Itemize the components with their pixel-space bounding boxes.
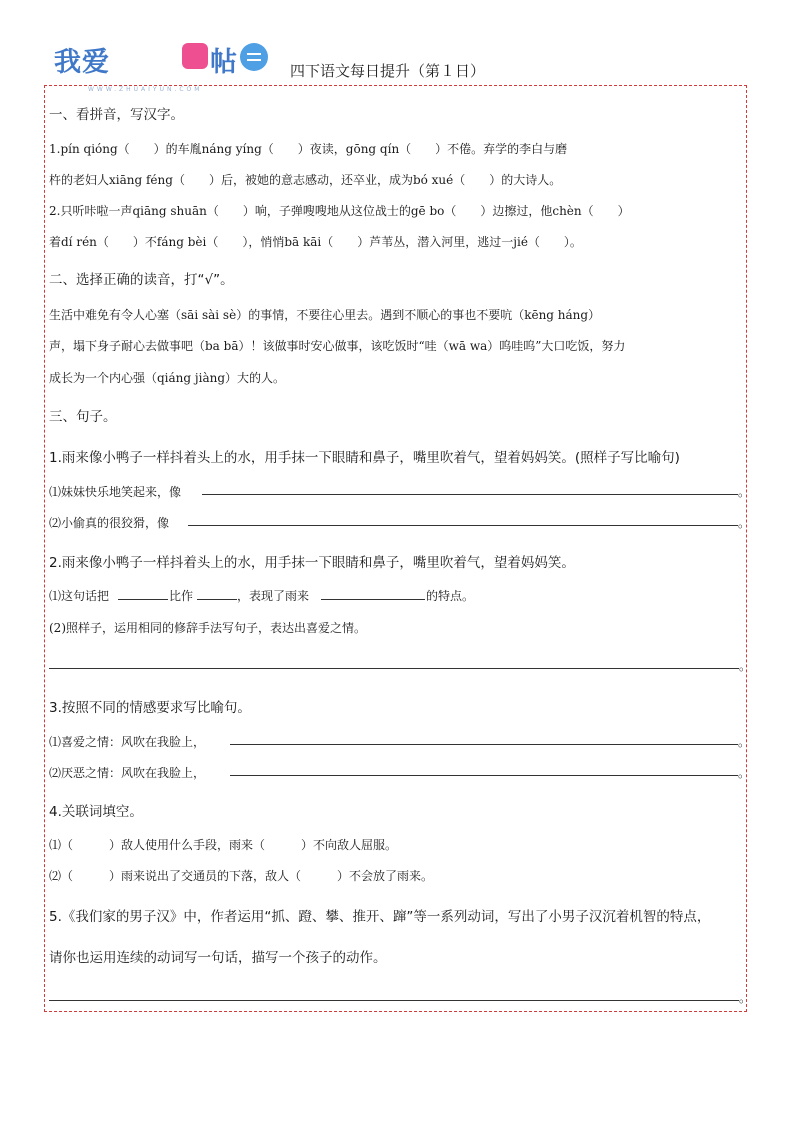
q3-heading: 3.按照不同的情感要求写比喻句。 xyxy=(49,700,251,716)
q2-a-part-4: 的特点。 xyxy=(426,589,475,603)
q1-a-answer-line[interactable] xyxy=(202,494,738,495)
q1-a-prompt: ⑴妹妹快乐地笑起来，像 xyxy=(49,485,182,499)
s2-line-1: 生活中难免有令人心塞（sāi sài sè）的事情，不要往心里去。遇到不顺心的事也不要吭（kēng háng） xyxy=(49,308,601,322)
q2-b-answer-line[interactable] xyxy=(49,668,739,669)
s2-line-3: 成长为一个内心强（qiáng jiàng）大的人。 xyxy=(49,371,286,385)
q5-heading-line-2: 请你也运用连续的动词写一句话，描写一个孩子的动作。 xyxy=(49,950,387,966)
q2-b-prompt: (2)照样子，运用相同的修辞手法写句子，表达出喜爱之情。 xyxy=(49,621,367,635)
q4-a-sentence: ⑴（ ）敌人使用什么手段，雨来（ ）不向敌人屈服。 xyxy=(49,838,398,852)
q5-heading-line-1: 5.《我们家的男子汉》中，作者运用“抓、蹬、攀、推开、蹿”等一系列动词，写出了小男子汉沉着机智的特点， xyxy=(49,909,711,925)
q4-b-sentence: ⑵（ ）雨来说出了交通员的下落，敌人（ ）不会放了雨来。 xyxy=(49,869,434,883)
section-3-heading: 三、句子。 xyxy=(49,409,117,425)
q3-b-period: 。 xyxy=(738,766,751,780)
q2-a-blank-1[interactable] xyxy=(118,599,168,600)
q1-b-period: 。 xyxy=(738,516,751,530)
q2-a-blank-3[interactable] xyxy=(321,599,425,600)
logo-text-2: 帖 xyxy=(210,47,238,78)
q1-b-answer-line[interactable] xyxy=(188,525,738,526)
q1-b-prompt: ⑵小偷真的很狡猾，像 xyxy=(49,516,170,530)
q2-a-part-1: ⑴这句话把 xyxy=(49,589,110,603)
logo-url: WWW.ZHUAIYUN.COM xyxy=(88,86,203,93)
s1-line-2: 杵的老妇人xiāng féng（ ）后，被她的意志感动，还卒业，成为bó xué（ ）的大诗人。 xyxy=(49,173,562,187)
q3-a-period: 。 xyxy=(738,735,751,749)
chat-bubble-icon xyxy=(240,43,268,71)
q3-b-answer-line[interactable] xyxy=(230,775,738,776)
s1-line-3: 2.只听咔啦一声qiāng shuān（ ）响，子弹嗖嗖地从这位战士的gē bo（ ）边擦过，他chèn（ ） xyxy=(49,204,630,218)
s2-line-2: 声，塌下身子耐心去做事吧（ba bā）！该做事时安心做事，该吃饭时“哇（wā wa）呜哇呜”大口吃饭，努力 xyxy=(49,339,626,353)
s1-line-4: 着dí rén（ ）不fáng bèi（ ），悄悄bā kāi（ ）芦苇丛，潜入河里，逃过一jié（ ）。 xyxy=(49,235,582,249)
q3-a-answer-line[interactable] xyxy=(230,744,738,745)
q3-b-prompt: ⑵厌恶之情：风吹在我脸上， xyxy=(49,766,206,780)
q2-a-part-3: ，表现了雨来 xyxy=(237,589,310,603)
q2-a-part-2: 比作 xyxy=(169,589,194,603)
logo-mark-icon xyxy=(182,43,208,69)
page-title: 四下语文每日提升（第１日） xyxy=(290,62,486,80)
q1-heading: 1.雨来像小鸭子一样抖着头上的水，用手抹一下眼睛和鼻子，嘴里吹着气，望着妈妈笑。(照样子写比喻句) xyxy=(49,450,680,466)
s1-line-1: 1.pín qióng（ ）的车胤náng yíng（ ）夜读，gōng qín（ ）不倦。弃学的李白与磨 xyxy=(49,142,568,156)
q4-heading: 4.关联词填空。 xyxy=(49,804,143,820)
q2-b-period: 。 xyxy=(739,659,752,673)
q3-a-prompt: ⑴喜爱之情：风吹在我脸上， xyxy=(49,735,206,749)
q1-a-period: 。 xyxy=(738,485,751,499)
section-2-heading: 二、选择正确的读音，打“√”。 xyxy=(49,272,234,288)
section-1-heading: 一、看拼音，写汉字。 xyxy=(49,107,184,123)
q5-period: 。 xyxy=(739,991,752,1005)
logo-text: 我爱 xyxy=(54,47,110,78)
q2-a-blank-2[interactable] xyxy=(197,599,237,600)
q5-answer-line[interactable] xyxy=(49,1000,739,1001)
q2-heading: 2.雨来像小鸭子一样抖着头上的水，用手抹一下眼睛和鼻子，嘴里吹着气，望着妈妈笑。 xyxy=(49,555,575,571)
